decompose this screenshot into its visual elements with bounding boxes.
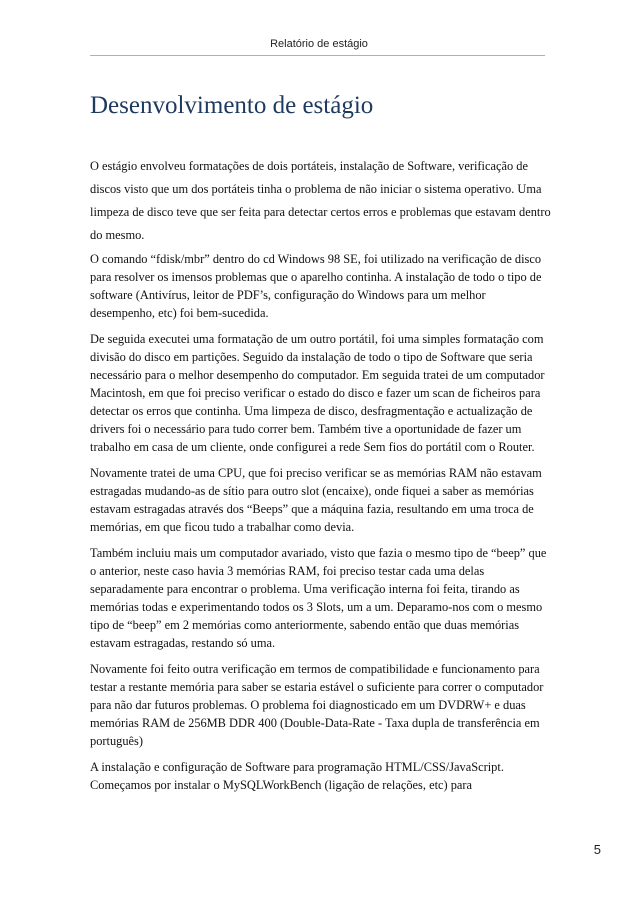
section-title: Desenvolvimento de estágio: [90, 92, 374, 119]
paragraph: A instalação e configuração de Software para programação HTML/CSS/JavaScript. Começamos por instalar o MySQLWorkBench (ligação de relações, etc) para: [90, 760, 504, 792]
paragraph: Novamente foi feito outra verificação em termos de compatibilidade e funcionamento para testar a restante memória para saber se estaria estável o suficiente para correr o computador para não dar futuros problemas. O problema foi diagnosticado em um DVDRW+ e duas memórias RAM de 256MB DDR 400 (Double-Data-Rate - Taxa dupla de transferência em português): [90, 662, 544, 748]
page-number: 5: [593, 842, 601, 857]
document-body: [90, 155, 552, 802]
paragraph: De seguida executei uma formatação de um outro portátil, foi uma simples formatação com divisão do disco em partições. Seguido da instalação de todo o tipo de Software que seria necessário para o melhor desempenho do computador. Em seguida tratei de um computador Macintosh, em que foi preciso verificar o estado do disco e fazer um scan de ficheiros para detectar os erros que continha. Uma limpeza de disco, desfragmentação e actualização de drivers foi o necessário para tudo correr bem. Também tive a oportunidade de fazer um trabalho em casa de um cliente, onde configurei a rede Sem fios do portátil com o Router.: [90, 332, 545, 454]
paragraph: Novamente tratei de uma CPU, que foi preciso verificar se as memórias RAM não estavam estragadas mudando-as de sítio para outro slot (encaixe), onde fiquei a saber as memórias estavam estragadas através dos “Beeps” que a máquina fazia, resultando em uma troca de memórias, em que ficou tudo a trabalhar como devia.: [90, 466, 542, 534]
paragraph: Também incluiu mais um computador avariado, visto que fazia o mesmo tipo de “beep” que o anterior, neste caso havia 3 memórias RAM, foi preciso testar cada uma delas separadamente para encontrar o problema. Uma verificação interna foi feita, tirando as memórias todas e experimentando todos os 3 Slots, um a um. Deparamo-nos com o mesmo tipo de “beep” em 2 memórias como anteriormente, sabendo então que duas memórias estavam estragadas, restando só uma.: [90, 546, 547, 650]
paragraph: O comando “fdisk/mbr” dentro do cd Windows 98 SE, foi utilizado na verificação de disco para resolver os imensos problemas que o aparelho continha. A instalação de todo o tipo de software (Antivírus, leitor de PDF’s, configuração do Windows para um melhor desempenho, etc) foi bem-sucedida.: [90, 252, 542, 320]
header-divider: [90, 55, 545, 56]
paragraph: O estágio envolveu formatações de dois portáteis, instalação de Software, verificação de discos visto que um dos portáteis tinha o problema de não iniciar o sistema operativo. Uma limpeza de disco teve que ser feita para detectar certos erros e problemas que estavam dentro do mesmo.: [90, 159, 551, 242]
running-header: Relatório de estágio: [270, 38, 368, 50]
